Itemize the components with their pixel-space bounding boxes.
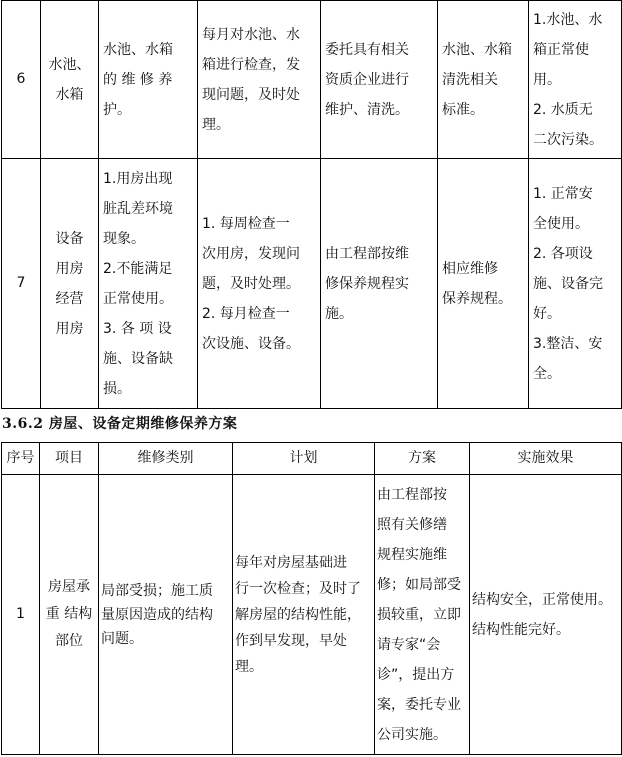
table-row [2, 159, 622, 409]
standard-cell: 相应维修 保养规程。 [438, 159, 529, 409]
effect-cell: 1.水池、水 箱正常使 用。 2. 水质无 二次污染。 [529, 1, 622, 159]
method-cell: 委托具有相关 资质企业进行 维护、清洗。 [321, 1, 438, 159]
effect-cell: 结构安全，正常使用。 结构性能完好。 [470, 475, 622, 755]
plan-cell: 1. 每周检查一 次用房，发现问 题，及时处理。 2. 每月检查一 次设施、设备。 [198, 159, 321, 409]
category-cell: 局部受损；施工质 量原因造成的结构 问题。 [99, 475, 233, 755]
header-effect: 实施效果 [470, 443, 622, 475]
standard-cell: 水池、水箱 清洗相关 标准。 [438, 1, 529, 159]
method-cell: 由工程部按维 修保养规程实 施。 [321, 159, 438, 409]
table-row [2, 475, 622, 755]
table-header-row [2, 443, 622, 475]
item-cell: 设备 用房 经营 用房 [41, 159, 99, 409]
category-cell: 1.用房出现 脏乱差环境 现象。 2.不能满足 正常使用。 3. 各 项 设 施、设备缺 损。 [99, 159, 198, 409]
plan-cell: 每月对水池、水 箱进行检查，发 现问题，及时处 理。 [198, 1, 321, 159]
effect-cell: 1. 正常安 全使用。 2. 各项设 施、设备完 好。 3.整洁、安 全。 [529, 159, 622, 409]
header-no: 序号 [2, 443, 40, 475]
item-cell: 水池、 水箱 [41, 1, 99, 159]
plan-cell: 每年对房屋基础进 行一次检查；及时了 解房屋的结构性能， 作到早发现，早处 理。 [233, 475, 375, 755]
header-method: 方案 [375, 443, 470, 475]
category-cell: 水池、水箱 的 维 修 养 护。 [99, 1, 198, 159]
header-plan: 计划 [233, 443, 375, 475]
maintenance-table-part1 [1, 0, 622, 409]
row-number-cell: 7 [2, 159, 41, 409]
method-cell: 由工程部按 照有关修缮 规程实施维 修；如局部受 损较重，立即 请专家“会 诊”，提出方 案，委托专业 公司实施。 [375, 475, 470, 755]
row-number-cell: 1 [2, 475, 40, 755]
table-row [2, 1, 622, 159]
section-heading: 3.6.2 房屋、设备定期维修保养方案 [2, 416, 238, 432]
header-item: 项目 [40, 443, 99, 475]
header-category: 维修类别 [99, 443, 233, 475]
row-number-cell: 6 [2, 1, 41, 159]
maintenance-table-part2 [1, 442, 622, 755]
item-cell: 房屋承 重 结构 部位 [40, 475, 99, 755]
